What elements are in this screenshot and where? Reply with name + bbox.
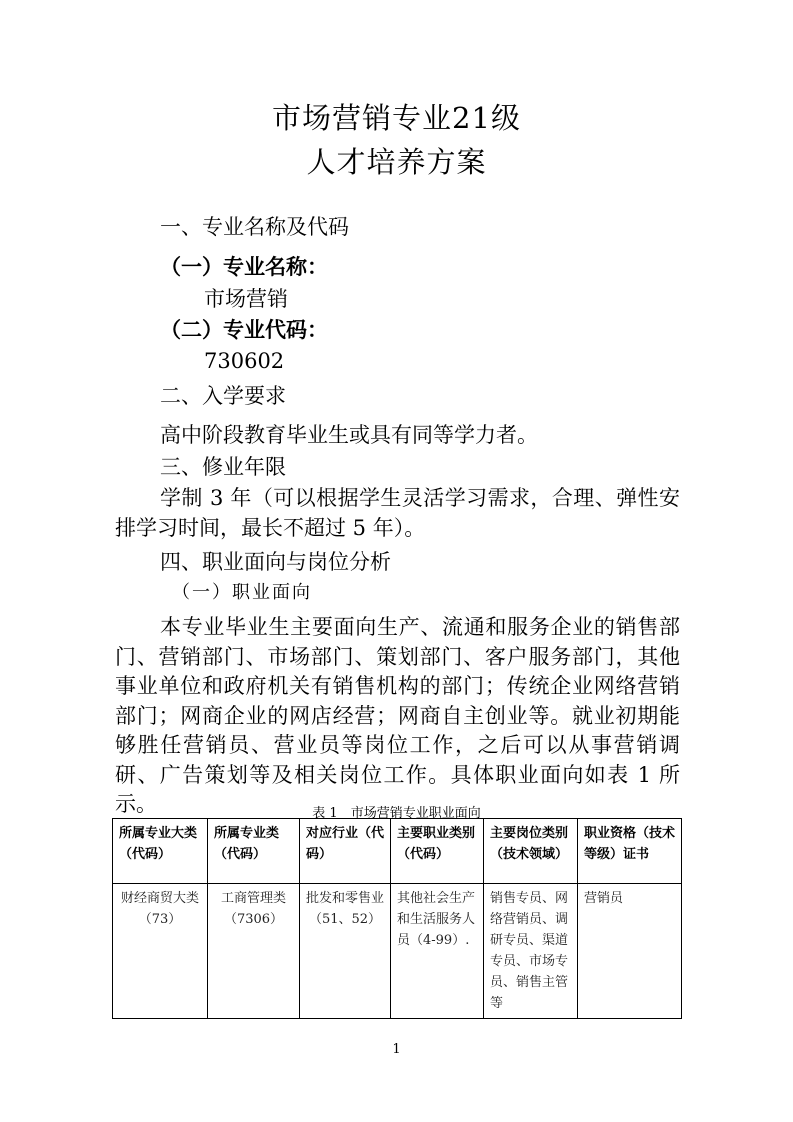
table-header-cell: 对应行业（代码） xyxy=(300,819,391,884)
table-header-cell: 主要职业类别（代码） xyxy=(391,819,484,884)
table-caption: 表 1 市场营销专业职业面向 xyxy=(312,806,481,821)
section-4-sub1-label: （一）职业面向 xyxy=(172,582,312,603)
table-header-cell: 所属专业类（代码） xyxy=(208,819,300,884)
table-header-cell: 所属专业大类（代码） xyxy=(113,819,208,884)
table-cell: 财经商贸大类（73） xyxy=(113,884,208,1019)
table-cell: 销售专员、网络营销员、调研专员、渠道专员、市场专员、销售主管等 xyxy=(484,884,578,1019)
table-cell: 批发和零售业（51、52） xyxy=(300,884,391,1019)
section-4-text: 本专业毕业生主要面向生产、流通和服务企业的销售部门、营销部门、市场部门、策划部门、客户服务部门，其他事业单位和政府机关有销售机构的部门；传统企业网络营销部门；网商企业的网店经营；网商自主创业等。就业初期能够胜任营销员、营业员等岗位工作，之后可以从事营销调研、广告策划等及相关岗位工作。具体职业面向如表 1 所示。 xyxy=(115,615,680,816)
table-cell: 营销员 xyxy=(578,884,682,1019)
page-number: 1 xyxy=(392,1042,401,1057)
section-1-sub2-label: （二）专业代码： xyxy=(160,317,328,342)
table-header-cell: 职业资格（技术等级）证书 xyxy=(578,819,682,884)
section-1-heading: 一、专业名称及代码 xyxy=(160,215,349,239)
section-1-sub2-value: 730602 xyxy=(204,349,285,373)
table-header-row xyxy=(113,819,682,884)
section-2-heading: 二、入学要求 xyxy=(160,384,286,408)
section-4-heading: 四、职业面向与岗位分析 xyxy=(160,550,391,574)
section-2-text: 高中阶段教育毕业生或具有同等学力者。 xyxy=(160,423,538,447)
section-3-text: 学制 3 年（可以根据学生灵活学习需求，合理、弹性安排学习时间，最长不超过 5 年）。 xyxy=(115,486,680,540)
career-orientation-table xyxy=(112,818,682,1019)
table-cell: 其他社会生产和生活服务人员（4-99）. xyxy=(391,884,484,1019)
table-cell: 工商管理类（7306） xyxy=(208,884,300,1019)
section-1-sub1-value: 市场营销 xyxy=(204,287,288,311)
document-title-line1: 市场营销专业21级 xyxy=(272,101,521,135)
table-row xyxy=(113,884,682,1019)
document-title-line2: 人才培养方案 xyxy=(306,145,487,179)
section-1-sub1-label: （一）专业名称： xyxy=(160,254,328,279)
section-3-heading: 三、修业年限 xyxy=(160,455,286,479)
table-header-cell: 主要岗位类别（技术领域） xyxy=(484,819,578,884)
